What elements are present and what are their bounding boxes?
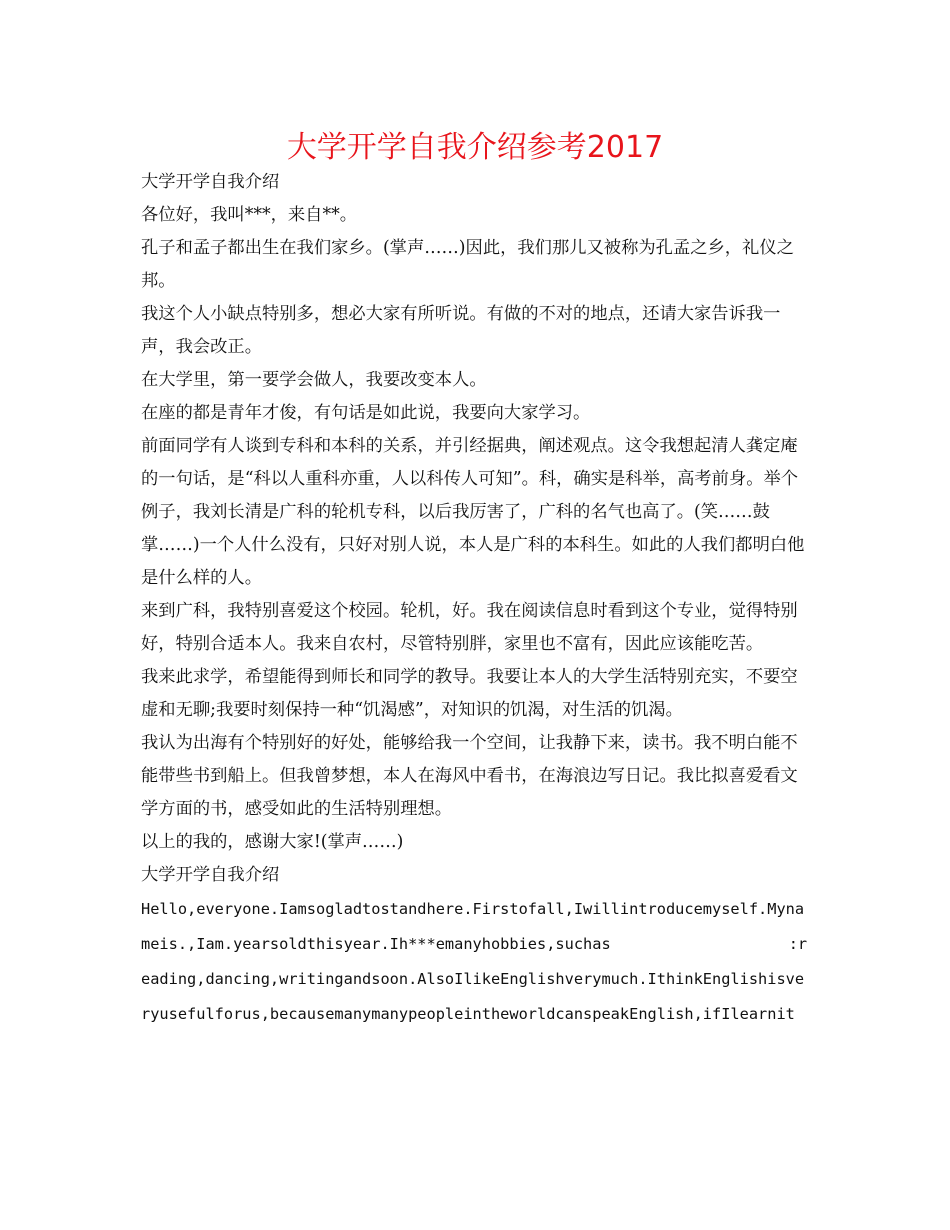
english-paragraph — [141, 892, 813, 1032]
paragraph: 在座的都是青年才俊，有句话是如此说，我要向大家学习。 — [141, 403, 591, 423]
paragraph: 各位好，我叫***，来自**。 — [141, 205, 358, 225]
paragraph: 大学开学自我介绍 — [141, 172, 280, 192]
paragraph: 我认为出海有个特别好的好处，能够给我一个空间，让我静下来，读书。我不明白能不能带些书到船上。但我曾梦想，本人在海风中看书，在海浪边写日记。我比拟喜爱看文学方面的书，感受如此的生活特别理想。 — [141, 733, 798, 819]
english-text-part2: reading,dancing,writingandsoon.AlsoIlikeEnglishverymuch.IthinkEnglishisveryusefulforus,becausemanymanypeopleintheworldcanspeakEnglish,ifIlearnit — [141, 935, 808, 1023]
document-body — [141, 166, 813, 1032]
paragraph: 来到广科，我特别喜爱这个校园。轮机，好。我在阅读信息时看到这个专业，觉得特别好，特别合适本人。我来自农村，尽管特别胖，家里也不富有，因此应该能吃苦。 — [141, 601, 798, 654]
paragraph: 孔子和孟子都出生在我们家乡。(掌声……)因此，我们那儿又被称为孔孟之乡，礼仪之邦。 — [141, 238, 794, 291]
paragraph: 在大学里，第一要学会做人，我要改变本人。 — [141, 370, 487, 390]
document-title: 大学开学自我介绍参考2017 — [286, 130, 664, 165]
english-colon: : — [788, 935, 798, 953]
paragraph: 以上的我的，感谢大家!(掌声……) — [141, 832, 404, 852]
paragraph: 我这个人小缺点特别多，想必大家有所听说。有做的不对的地点，还请大家告诉我一声，我会改正。 — [141, 304, 781, 357]
paragraph: 大学开学自我介绍 — [141, 865, 280, 885]
english-text-part1: Hello,everyone.Iamsogladtostandhere.Firstofall,Iwillintroducemyself.Mynameis.,Iam.yearsoldthisyear.Ih***emanyhobbies,suchas — [141, 900, 805, 953]
paragraph: 我来此求学，希望能得到师长和同学的教导。我要让本人的大学生活特别充实，不要空虚和无聊;我要时刻保持一种“饥渴感”，对知识的饥渴，对生活的饥渴。 — [141, 667, 798, 720]
paragraph: 前面同学有人谈到专科和本科的关系，并引经据典，阐述观点。这令我想起清人龚定庵的一句话，是“科以人重科亦重，人以科传人可知”。科，确实是科举，高考前身。举个例子，我刘长清是广科的轮机专科，以后我厉害了，广科的名气也高了。(笑……鼓掌……)一个人什么没有，只好对别人说，本人是广科的本科生。如此的人我们都明白他是什么样的人。 — [141, 436, 805, 588]
